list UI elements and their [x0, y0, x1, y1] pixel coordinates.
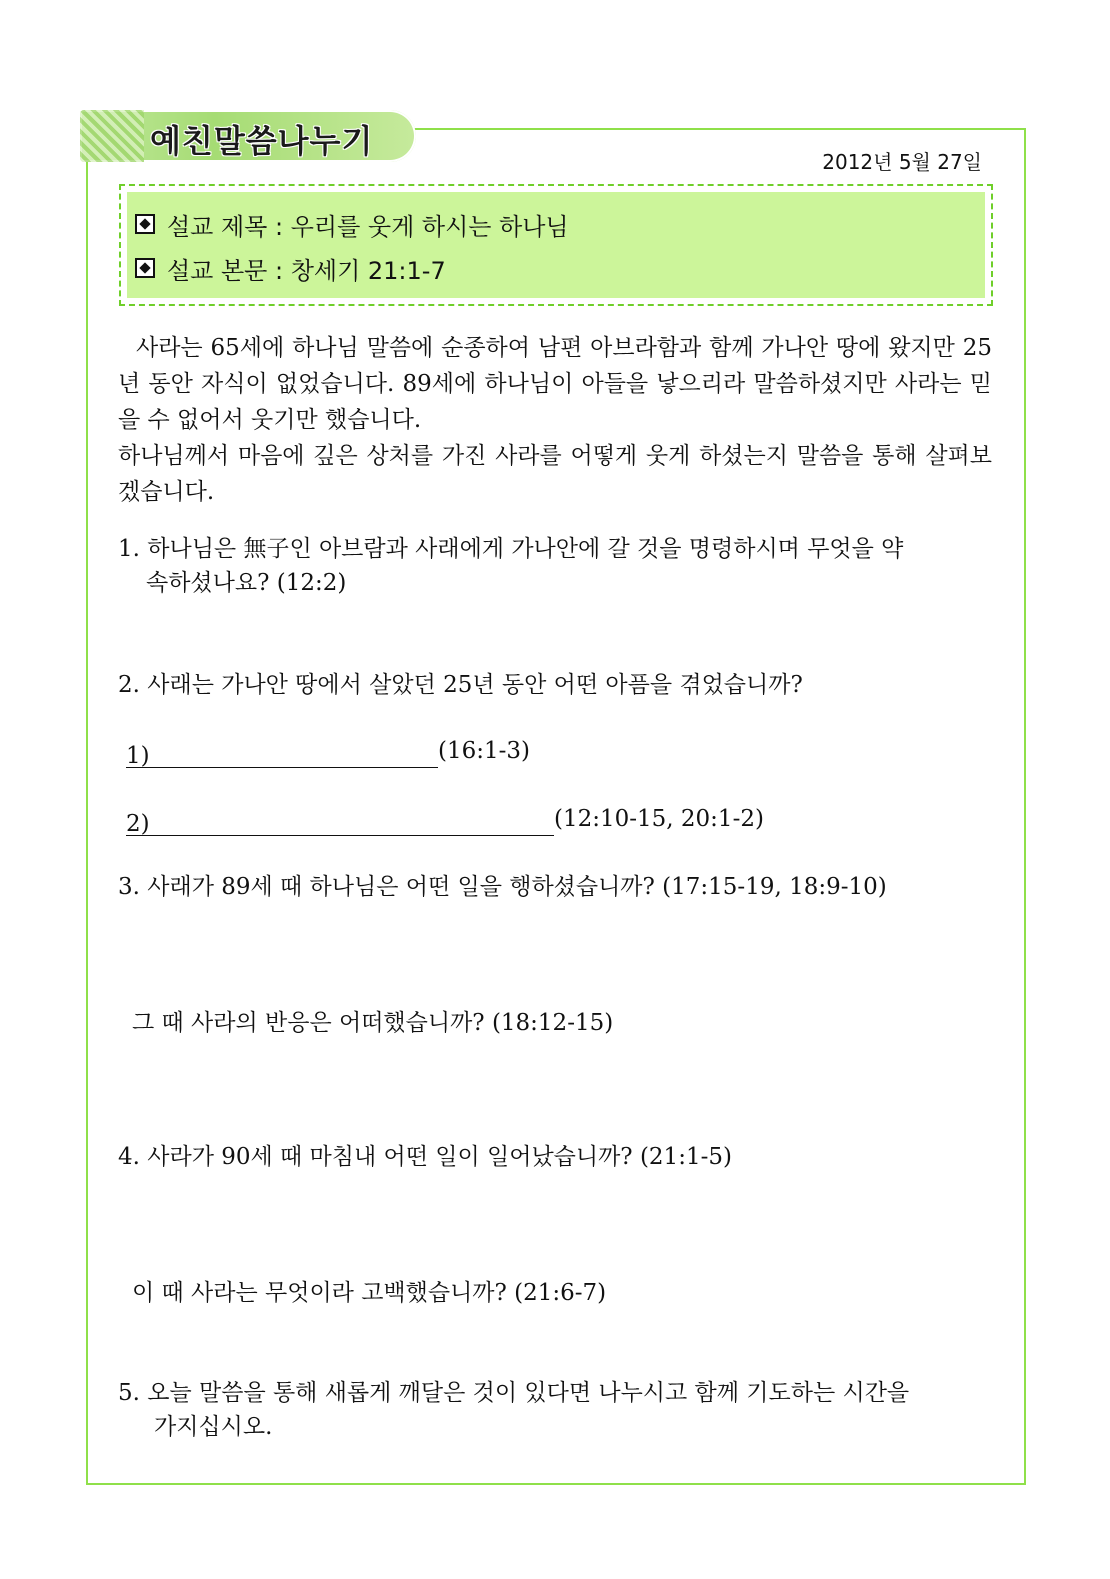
question-3: 3. 사래가 89세 때 하나님은 어떤 일을 행하셨습니까? (17:15-19, 18:9-10)	[118, 874, 887, 900]
question-5-line-2: 가지십시오.	[154, 1414, 273, 1440]
answer-2-label: 2)	[126, 811, 150, 837]
question-2-answer-2	[126, 802, 1006, 836]
question-5-line-1: 5. 오늘 말씀을 통해 새롭게 깨달은 것이 있다면 나누시고 함께 기도하는 시간을	[118, 1380, 910, 1406]
question-3-sub: 그 때 사라의 반응은 어떠했습니까? (18:12-15)	[132, 1010, 614, 1036]
header-rule	[416, 128, 1026, 130]
answer-1-label: 1)	[126, 743, 150, 769]
question-1-line-1: 1. 하나님은 無子인 아브람과 사래에게 가나안에 갈 것을 명령하시며 무엇을 약	[118, 536, 904, 562]
question-4: 4. 사라가 90세 때 마침내 어떤 일이 일어났습니까? (21:1-5)	[118, 1144, 732, 1170]
sermon-text-line	[135, 246, 977, 290]
answer-2-ref: (12:10-15, 20:1-2)	[554, 806, 764, 832]
question-1	[118, 532, 998, 600]
intro-paragraph-1: 사라는 65세에 하나님 말씀에 순종하여 남편 아브라함과 함께 가나안 땅에 왔지만 25년 동안 자식이 없었습니다. 89세에 하나님이 아들을 낳으리라 말씀하셨지만 사라는 믿을 수 없어서 웃기만 했습니다.	[118, 335, 992, 433]
sermon-info-inner	[127, 192, 985, 298]
intro-paragraph-2: 하나님께서 마음에 깊은 상처를 가진 사라를 어떻게 웃게 하셨는지 말씀을 통해 살펴보겠습니다.	[118, 443, 992, 505]
intro-section	[118, 330, 992, 510]
answer-blank-2[interactable]	[126, 807, 554, 836]
page-title: 예친말씀나누기	[150, 122, 374, 160]
badge-pattern	[80, 110, 144, 162]
answer-blank-1[interactable]	[126, 739, 438, 768]
diamond-bullet-icon	[135, 258, 155, 278]
sermon-text: 설교 본문 : 창세기 21:1-7	[167, 256, 446, 285]
question-2-answer-1	[126, 734, 1006, 768]
question-5	[118, 1376, 998, 1444]
header-badge	[80, 110, 416, 162]
question-2: 2. 사래는 가나안 땅에서 살았던 25년 동안 어떤 아픔을 겪었습니까?	[118, 672, 803, 698]
question-1-line-2: 속하셨나요? (12:2)	[146, 570, 347, 596]
date-label: 2012년 5월 27일	[822, 150, 982, 174]
sermon-title-line	[135, 202, 977, 246]
answer-1-ref: (16:1-3)	[438, 738, 530, 764]
sermon-title: 설교 제목 : 우리를 웃게 하시는 하나님	[167, 212, 569, 241]
question-4-sub: 이 때 사라는 무엇이라 고백했습니까? (21:6-7)	[132, 1280, 607, 1306]
sermon-info-box	[119, 184, 993, 306]
diamond-bullet-icon	[135, 214, 155, 234]
